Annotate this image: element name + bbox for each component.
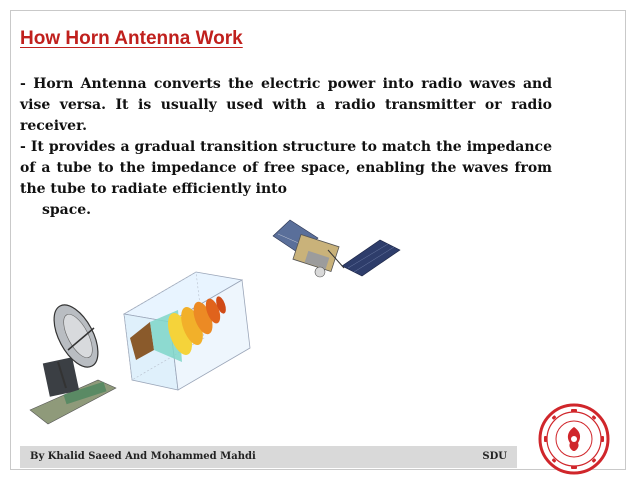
- bullet-2-continuation: space.: [42, 202, 92, 218]
- satellite-icon: [273, 220, 400, 277]
- bullet-2-text: It provides a gradual transition structure to match the impedance of a tube to the impedance of free space, enabling the waves from the tube to radiate efficiently into: [20, 139, 552, 197]
- bullet-1: [20, 74, 552, 137]
- horn-antenna-radiation-pattern: [124, 272, 250, 390]
- slide-body: [20, 74, 552, 221]
- footer-authors: By Khalid Saeed And Mohammed Mahdi: [30, 451, 256, 462]
- bullet-2: [20, 137, 552, 200]
- university-seal: [538, 403, 610, 475]
- bullet-dash: -: [20, 76, 26, 92]
- antenna-illustrations: [28, 210, 448, 432]
- satellite-dish-icon: [30, 298, 116, 424]
- slide-footer: [20, 446, 517, 468]
- bullet-dash: -: [20, 139, 26, 155]
- slide-title: How Horn Antenna Work: [20, 28, 243, 49]
- bullet-1-text: Horn Antenna converts the electric power into radio waves and vise versa. It is usually used with a radio transmitter or radio receiver.: [20, 76, 552, 134]
- footer-org: SDU: [482, 451, 507, 462]
